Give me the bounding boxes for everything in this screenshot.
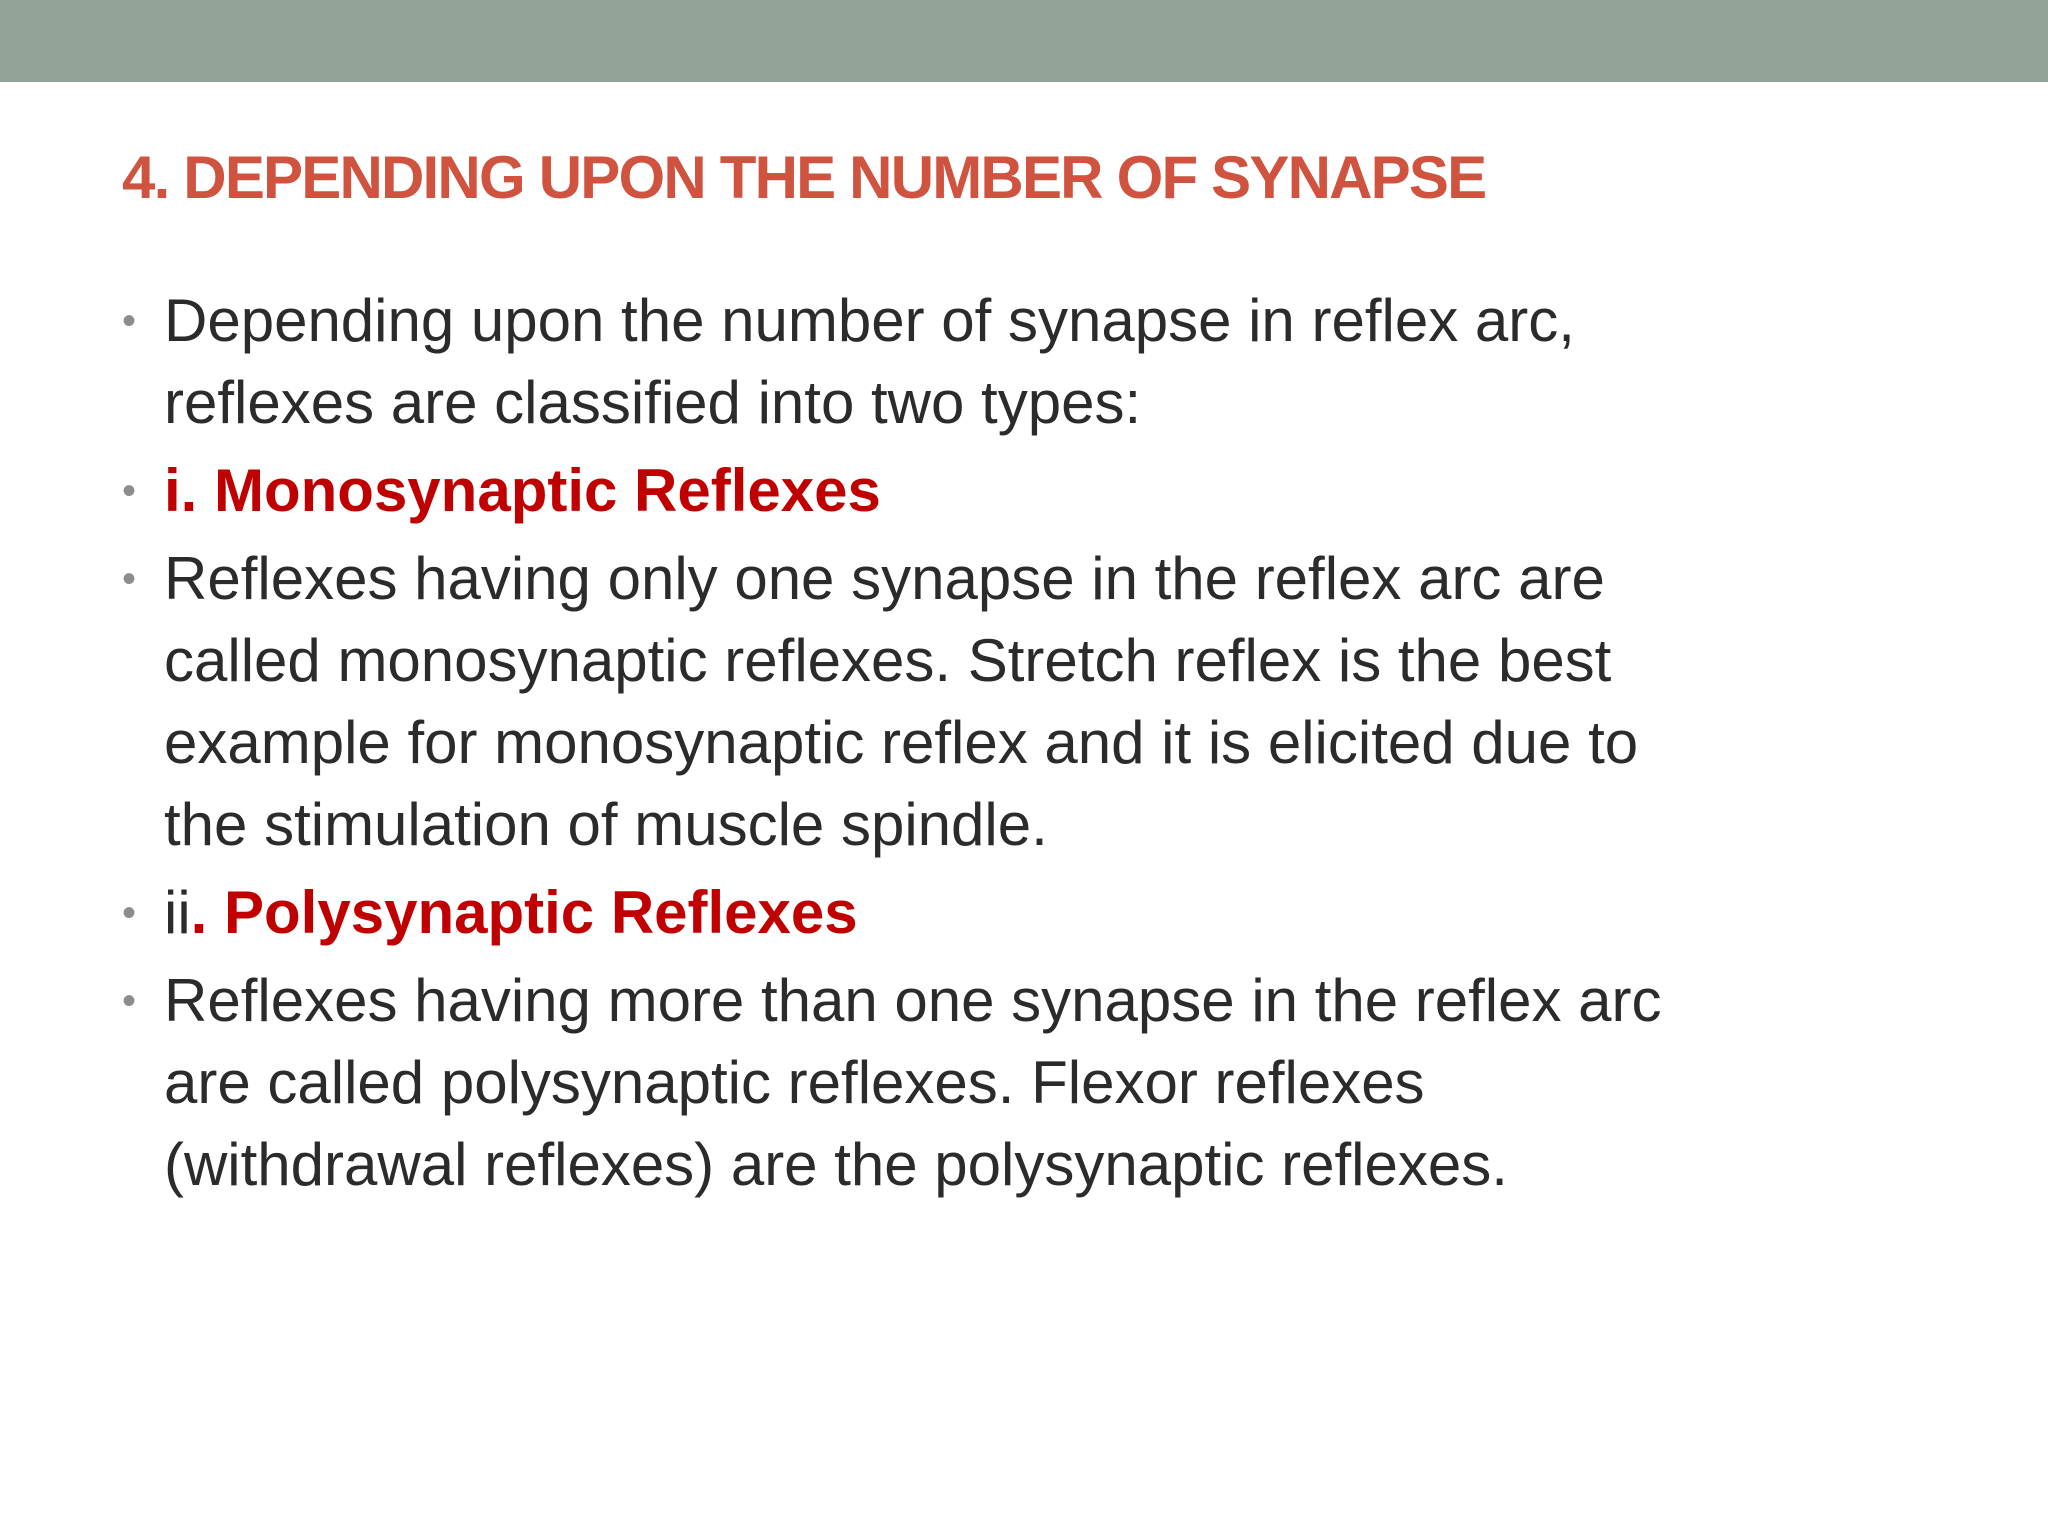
bullet-list bbox=[122, 280, 1942, 1212]
bullet-text-line: called monosynaptic reflexes. Stretch reflex is the best bbox=[164, 627, 1612, 694]
polysynaptic-heading: . Polysynaptic Reflexes bbox=[190, 879, 858, 946]
bullet-dot-icon: • bbox=[122, 557, 137, 601]
bullet-item-polysynaptic-heading bbox=[122, 872, 1942, 954]
bullet-dot-icon: • bbox=[122, 979, 137, 1023]
bullet-text-line: (withdrawal reflexes) are the polysynaptic reflexes. bbox=[164, 1131, 1508, 1198]
monosynaptic-heading: i. Monosynaptic Reflexes bbox=[164, 457, 881, 524]
bullet-dot-icon: • bbox=[122, 469, 137, 513]
bullet-item-intro bbox=[122, 280, 1942, 444]
bullet-dot-icon: • bbox=[122, 891, 137, 935]
bullet-text-line: the stimulation of muscle spindle. bbox=[164, 791, 1048, 858]
bullet-text-line: Reflexes having more than one synapse in the reflex arc bbox=[164, 967, 1662, 1034]
bullet-item-monosynaptic-heading bbox=[122, 450, 1942, 532]
top-color-band bbox=[0, 0, 2048, 82]
bullet-text-line: Depending upon the number of synapse in reflex arc, bbox=[164, 287, 1575, 354]
bullet-text-line: are called polysynaptic reflexes. Flexor reflexes bbox=[164, 1049, 1425, 1116]
bullet-item-polysynaptic-description bbox=[122, 960, 1942, 1206]
bullet-text-line: example for monosynaptic reflex and it is elicited due to bbox=[164, 709, 1639, 776]
polysynaptic-prefix: ii bbox=[164, 879, 191, 946]
polysynaptic-heading-line bbox=[164, 872, 1942, 954]
slide-title: 4. DEPENDING UPON THE NUMBER OF SYNAPSE bbox=[122, 144, 1486, 211]
bullet-text-line: reflexes are classified into two types: bbox=[164, 369, 1142, 436]
bullet-item-monosynaptic-description bbox=[122, 538, 1942, 866]
bullet-dot-icon: • bbox=[122, 299, 137, 343]
bullet-text-line: Reflexes having only one synapse in the reflex arc are bbox=[164, 545, 1605, 612]
